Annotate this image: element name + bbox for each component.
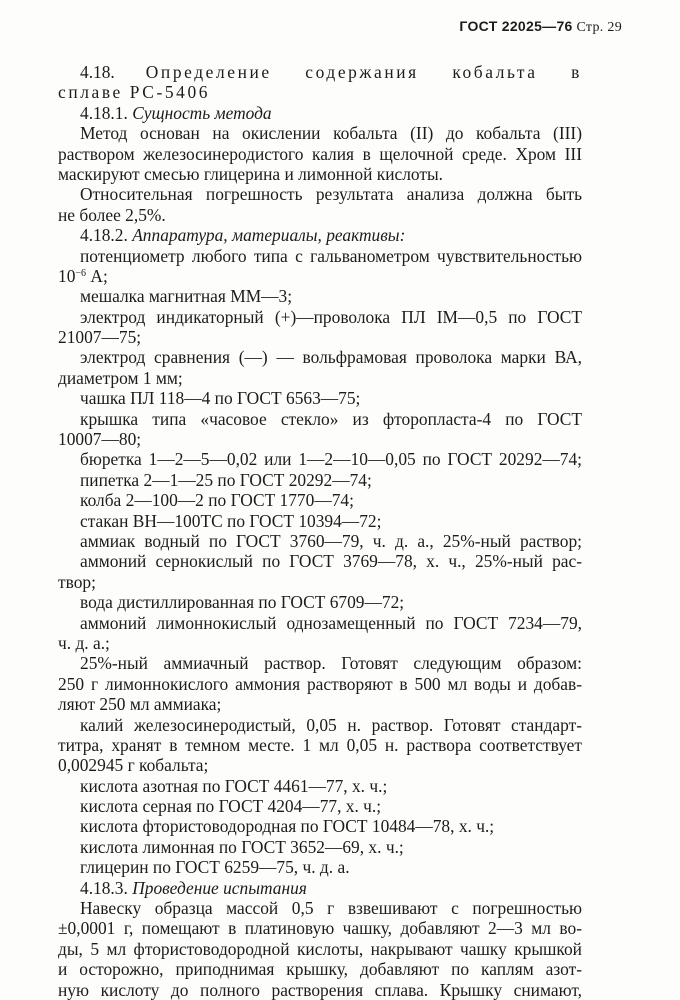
- list-item: кислота лимонная по ГОСТ 3652—69, х. ч.;: [80, 836, 404, 857]
- list-item: глицерин по ГОСТ 6259—75, ч. д. а.: [80, 857, 350, 878]
- list-item: кислота серная по ГОСТ 4204—77, х. ч.;: [80, 796, 382, 817]
- list-item: калий железосинеродистый, 0,05 н. раствор. Готовят стандарт-: [80, 714, 582, 735]
- list-item: 0,002945 г кобальта;: [58, 755, 209, 776]
- list-item: колба 2—100—2 по ГОСТ 1770—74;: [80, 490, 354, 511]
- list-item: электрод индикаторный (+)—проволока ПЛ IМ—0,5 по ГОСТ: [80, 306, 582, 327]
- text-line: ды, 5 мл фтористоводородной кислоты, накрывают чашку крышкой: [58, 938, 582, 959]
- page-number: Стр. 29: [576, 20, 622, 35]
- list-item: 21007—75;: [58, 327, 142, 348]
- list-item: потенциометр любого типа с гальванометром чувствительностью: [80, 245, 582, 266]
- list-item: мешалка магнитная ММ—3;: [80, 286, 293, 307]
- list-item: аммоний сернокислый по ГОСТ 3769—78, х. ч., 25%-ный рас-: [80, 551, 582, 572]
- text-line: не более 2,5%.: [58, 204, 166, 225]
- text-line: Метод основан на окислении кобальта (II) до кобальта (III): [80, 123, 582, 144]
- list-item: 25%-ный аммиачный раствор. Готовят следующим образом:: [80, 653, 582, 674]
- list-item: диаметром 1 мм;: [58, 367, 183, 388]
- subsection-heading-2: 4.18.2. Аппаратура, материалы, реактивы:: [80, 225, 406, 246]
- list-item: пипетка 2—1—25 по ГОСТ 20292—74;: [80, 469, 372, 490]
- list-item: $10^{-6}$ А;: [58, 265, 108, 286]
- list-item: вода дистиллированная по ГОСТ 6709—72;: [80, 592, 405, 613]
- section-heading-line1: 4.18. Определение содержания кобальта в: [80, 62, 582, 82]
- subsection-heading-1: 4.18.1. Сущность метода: [80, 102, 272, 123]
- text-line: и осторожно, приподнимая крышку, добавляют по каплям азот-: [58, 959, 582, 980]
- list-item: кислота азотная по ГОСТ 4461—77, х. ч.;: [80, 775, 388, 796]
- section-title: Определение содержания кобальта в: [145, 62, 582, 82]
- subsection-heading-3: 4.18.3. Проведение испытания: [80, 877, 307, 898]
- document-body: [58, 62, 582, 1000]
- list-item: аммоний лимоннокислый однозамещенный по ГОСТ 7234—79,: [80, 612, 582, 633]
- list-item: крышка типа «часовое стекло» из фторопласта-4 по ГОСТ: [80, 408, 582, 429]
- list-item: кислота фтористоводородная по ГОСТ 10484—78, х. ч.;: [80, 816, 495, 837]
- list-item: 250 г лимоннокислого аммония растворяют в 500 мл воды и добав-: [58, 673, 582, 694]
- page-header: [459, 18, 622, 36]
- list-item: ляют 250 мл аммиака;: [58, 694, 222, 715]
- list-item: титра, хранят в темном месте. 1 мл 0,05 н. раствора соответствует: [58, 734, 582, 755]
- standard-number: ГОСТ 22025—76: [459, 18, 573, 34]
- text-line: Навеску образца массой 0,5 г взвешивают с погрешностью: [80, 898, 582, 919]
- list-item: ч. д. а.;: [58, 632, 110, 653]
- list-item: 10007—80;: [58, 429, 142, 450]
- list-item: твор;: [58, 571, 96, 592]
- text-line: раствором железосинеродистого калия в щелочной среде. Хром III: [58, 143, 582, 164]
- text-line: ±0,0001 г, помещают в платиновую чашку, добавляют 2—3 мл во-: [58, 918, 582, 939]
- list-item: аммиак водный по ГОСТ 3760—79, ч. д. а., 25%-ный раствор;: [80, 530, 582, 551]
- list-item: бюретка 1—2—5—0,02 или 1—2—10—0,05 по ГОСТ 20292—74;: [80, 449, 582, 470]
- list-item: стакан ВН—100ТС по ГОСТ 10394—72;: [80, 510, 382, 531]
- text-line: Относительная погрешность результата анализа должна быть: [80, 184, 582, 205]
- list-item: электрод сравнения (—) — вольфрамовая проволока марки ВА,: [80, 347, 582, 368]
- section-heading-line2: сплаве РС-5406: [58, 82, 211, 103]
- list-item: чашка ПЛ 118—4 по ГОСТ 6563—75;: [80, 388, 361, 409]
- text-line: маскируют смесью глицерина и лимонной кислоты.: [58, 163, 444, 184]
- text-line: ную кислоту до полного растворения сплава. Крышку снимают,: [58, 979, 582, 1000]
